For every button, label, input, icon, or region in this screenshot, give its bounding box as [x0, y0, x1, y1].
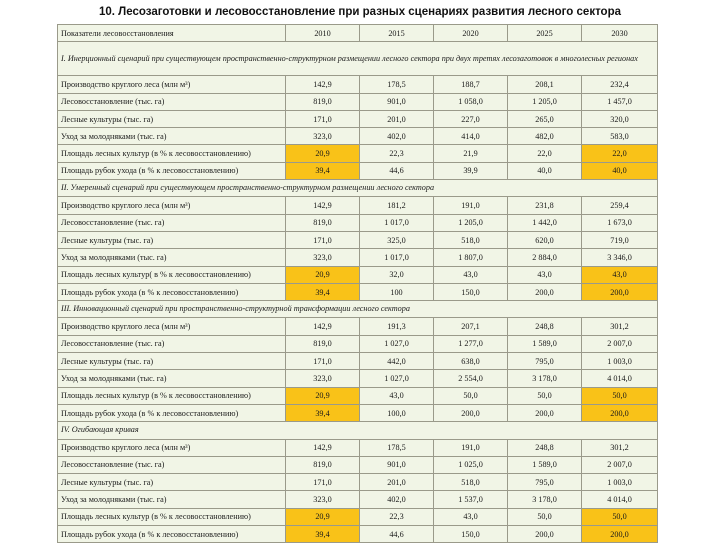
header-row: [58, 25, 658, 42]
value-cell: 39,9: [434, 162, 508, 179]
row-label: Площадь рубок ухода (в % к лесовосстановлению): [58, 162, 286, 179]
value-cell: 207,1: [434, 318, 508, 335]
value-cell: 20,9: [286, 145, 360, 162]
value-cell: 518,0: [434, 231, 508, 248]
value-cell: 1 589,0: [508, 456, 582, 473]
value-cell: 191,0: [434, 439, 508, 456]
value-cell: 3 178,0: [508, 370, 582, 387]
value-cell: 171,0: [286, 353, 360, 370]
value-cell: 181,2: [360, 197, 434, 214]
section-header-row: [58, 301, 658, 318]
document-title: 10. Лесозаготовки и лесовосстановление при разных сценариях развития лесного сектора: [98, 6, 622, 18]
value-cell: 39,4: [286, 162, 360, 179]
value-cell: 301,2: [582, 318, 658, 335]
value-cell: 142,9: [286, 439, 360, 456]
table-row: [58, 76, 658, 93]
section-header-row: [58, 422, 658, 439]
value-cell: 325,0: [360, 231, 434, 248]
value-cell: 200,0: [582, 283, 658, 300]
header-year: 2030: [582, 25, 658, 42]
value-cell: 39,4: [286, 526, 360, 543]
value-cell: 43,0: [360, 387, 434, 404]
value-cell: 50,0: [508, 387, 582, 404]
value-cell: 1 589,0: [508, 335, 582, 352]
table-row: [58, 283, 658, 300]
value-cell: 259,4: [582, 197, 658, 214]
value-cell: 200,0: [434, 404, 508, 421]
value-cell: 21,9: [434, 145, 508, 162]
value-cell: 1 017,0: [360, 249, 434, 266]
value-cell: 150,0: [434, 526, 508, 543]
value-cell: 43,0: [434, 508, 508, 525]
row-label: Площадь рубок ухода (в % к лесовосстановлению): [58, 404, 286, 421]
row-label: Лесные культуры (тыс. га): [58, 231, 286, 248]
row-label: Производство круглого леса (млн м³): [58, 318, 286, 335]
table-row: [58, 335, 658, 352]
table-row: [58, 474, 658, 491]
value-cell: 3 346,0: [582, 249, 658, 266]
header-indicator: Показатели лесовосстановления: [58, 25, 286, 42]
table-row: [58, 266, 658, 283]
value-cell: 2 007,0: [582, 335, 658, 352]
value-cell: 323,0: [286, 128, 360, 145]
value-cell: 719,0: [582, 231, 658, 248]
table-row: [58, 128, 658, 145]
value-cell: 248,8: [508, 318, 582, 335]
value-cell: 1 017,0: [360, 214, 434, 231]
value-cell: 44,6: [360, 526, 434, 543]
table-row: [58, 231, 658, 248]
header-year: 2010: [286, 25, 360, 42]
section-title: IV. Огибающая кривая: [58, 422, 658, 439]
row-label: Лесовосстановление (тыс. га): [58, 456, 286, 473]
section-title: II. Умеренный сценарий при существующем пространственно-структурном размещении лесного сектора: [58, 180, 658, 197]
value-cell: 638,0: [434, 353, 508, 370]
value-cell: 40,0: [582, 162, 658, 179]
value-cell: 414,0: [434, 128, 508, 145]
row-label: Уход за молодняками (тыс. га): [58, 128, 286, 145]
value-cell: 323,0: [286, 249, 360, 266]
value-cell: 50,0: [434, 387, 508, 404]
table-row: [58, 145, 658, 162]
row-label: Производство круглого леса (млн м³): [58, 439, 286, 456]
row-label: Уход за молодняками (тыс. га): [58, 491, 286, 508]
value-cell: 231,8: [508, 197, 582, 214]
value-cell: 191,0: [434, 197, 508, 214]
value-cell: 227,0: [434, 110, 508, 127]
table-row: [58, 318, 658, 335]
value-cell: 171,0: [286, 474, 360, 491]
value-cell: 1 003,0: [582, 353, 658, 370]
table-body: [58, 25, 658, 543]
table-row: [58, 387, 658, 404]
row-label: Лесные культуры (тыс. га): [58, 110, 286, 127]
value-cell: 142,9: [286, 197, 360, 214]
value-cell: 301,2: [582, 439, 658, 456]
row-label: Производство круглого леса (млн м³): [58, 197, 286, 214]
table-row: [58, 93, 658, 110]
table-row: [58, 162, 658, 179]
row-label: Площадь рубок ухода (в % к лесовосстановлению): [58, 283, 286, 300]
value-cell: 100,0: [360, 404, 434, 421]
value-cell: 208,1: [508, 76, 582, 93]
value-cell: 40,0: [508, 162, 582, 179]
row-label: Лесные культуры (тыс. га): [58, 474, 286, 491]
value-cell: 819,0: [286, 214, 360, 231]
value-cell: 2 554,0: [434, 370, 508, 387]
row-label: Площадь лесных культур( в % к лесовосстановлению): [58, 266, 286, 283]
header-year: 2020: [434, 25, 508, 42]
value-cell: 22,3: [360, 145, 434, 162]
table-row: [58, 353, 658, 370]
row-label: Лесовосстановление (тыс. га): [58, 214, 286, 231]
value-cell: 1 027,0: [360, 370, 434, 387]
value-cell: 402,0: [360, 128, 434, 145]
value-cell: 200,0: [508, 404, 582, 421]
table-row: [58, 249, 658, 266]
value-cell: 323,0: [286, 491, 360, 508]
value-cell: 43,0: [508, 266, 582, 283]
value-cell: 200,0: [582, 404, 658, 421]
value-cell: 1 058,0: [434, 93, 508, 110]
row-label: Площадь рубок ухода (в % к лесовосстановлению): [58, 526, 286, 543]
value-cell: 178,5: [360, 76, 434, 93]
value-cell: 50,0: [582, 508, 658, 525]
table-row: [58, 370, 658, 387]
row-label: Площадь лесных культур (в % к лесовосстановлению): [58, 145, 286, 162]
table-row: [58, 197, 658, 214]
value-cell: 178,5: [360, 439, 434, 456]
value-cell: 39,4: [286, 404, 360, 421]
table-row: [58, 508, 658, 525]
value-cell: 22,0: [582, 145, 658, 162]
value-cell: 1 457,0: [582, 93, 658, 110]
value-cell: 232,4: [582, 76, 658, 93]
value-cell: 1 205,0: [434, 214, 508, 231]
value-cell: 43,0: [434, 266, 508, 283]
value-cell: 795,0: [508, 353, 582, 370]
value-cell: 1 537,0: [434, 491, 508, 508]
value-cell: 1 442,0: [508, 214, 582, 231]
value-cell: 100: [360, 283, 434, 300]
value-cell: 188,7: [434, 76, 508, 93]
value-cell: 1 205,0: [508, 93, 582, 110]
table-row: [58, 456, 658, 473]
table-row: [58, 214, 658, 231]
value-cell: 3 178,0: [508, 491, 582, 508]
value-cell: 4 014,0: [582, 491, 658, 508]
table-row: [58, 110, 658, 127]
section-header-row: [58, 180, 658, 197]
row-label: Уход за молодняками (тыс. га): [58, 370, 286, 387]
header-year: 2015: [360, 25, 434, 42]
value-cell: 171,0: [286, 110, 360, 127]
value-cell: 1 673,0: [582, 214, 658, 231]
value-cell: 402,0: [360, 491, 434, 508]
value-cell: 901,0: [360, 456, 434, 473]
value-cell: 200,0: [508, 283, 582, 300]
value-cell: 323,0: [286, 370, 360, 387]
section-title: I. Инерционный сценарий при существующем пространственно-структурном размещении лесного сектора при двух третях лесозаготовок в многолесных регионах: [58, 42, 658, 76]
value-cell: 22,0: [508, 145, 582, 162]
value-cell: 248,8: [508, 439, 582, 456]
value-cell: 171,0: [286, 231, 360, 248]
value-cell: 4 014,0: [582, 370, 658, 387]
value-cell: 201,0: [360, 474, 434, 491]
row-label: Площадь лесных культур (в % к лесовосстановлению): [58, 387, 286, 404]
value-cell: 142,9: [286, 318, 360, 335]
value-cell: 2 007,0: [582, 456, 658, 473]
row-label: Лесовосстановление (тыс. га): [58, 335, 286, 352]
value-cell: 20,9: [286, 508, 360, 525]
value-cell: 620,0: [508, 231, 582, 248]
value-cell: 442,0: [360, 353, 434, 370]
table-row: [58, 404, 658, 421]
value-cell: 44,6: [360, 162, 434, 179]
row-label: Уход за молодняками (тыс. га): [58, 249, 286, 266]
value-cell: 39,4: [286, 283, 360, 300]
value-cell: 50,0: [508, 508, 582, 525]
value-cell: 1 025,0: [434, 456, 508, 473]
value-cell: 200,0: [582, 526, 658, 543]
value-cell: 320,0: [582, 110, 658, 127]
value-cell: 200,0: [508, 526, 582, 543]
table-row: [58, 526, 658, 543]
value-cell: 32,0: [360, 266, 434, 283]
row-label: Лесовосстановление (тыс. га): [58, 93, 286, 110]
header-year: 2025: [508, 25, 582, 42]
value-cell: 20,9: [286, 387, 360, 404]
value-cell: 43,0: [582, 266, 658, 283]
section-header-row: [58, 42, 658, 76]
value-cell: 191,3: [360, 318, 434, 335]
value-cell: 583,0: [582, 128, 658, 145]
value-cell: 795,0: [508, 474, 582, 491]
value-cell: 265,0: [508, 110, 582, 127]
table-row: [58, 491, 658, 508]
value-cell: 142,9: [286, 76, 360, 93]
scenario-table: [57, 24, 658, 543]
value-cell: 819,0: [286, 456, 360, 473]
value-cell: 1 003,0: [582, 474, 658, 491]
value-cell: 1 277,0: [434, 335, 508, 352]
value-cell: 201,0: [360, 110, 434, 127]
value-cell: 2 884,0: [508, 249, 582, 266]
value-cell: 482,0: [508, 128, 582, 145]
value-cell: 901,0: [360, 93, 434, 110]
value-cell: 1 027,0: [360, 335, 434, 352]
value-cell: 1 807,0: [434, 249, 508, 266]
value-cell: 819,0: [286, 93, 360, 110]
table-row: [58, 439, 658, 456]
row-label: Площадь лесных культур (в % к лесовосстановлению): [58, 508, 286, 525]
value-cell: 150,0: [434, 283, 508, 300]
value-cell: 22,3: [360, 508, 434, 525]
value-cell: 518,0: [434, 474, 508, 491]
row-label: Производство круглого леса (млн м³): [58, 76, 286, 93]
section-title: III. Инновационный сценарий при пространственно-структурной трансформации лесного сектора: [58, 301, 658, 318]
value-cell: 20,9: [286, 266, 360, 283]
value-cell: 819,0: [286, 335, 360, 352]
row-label: Лесные культуры (тыс. га): [58, 353, 286, 370]
value-cell: 50,0: [582, 387, 658, 404]
